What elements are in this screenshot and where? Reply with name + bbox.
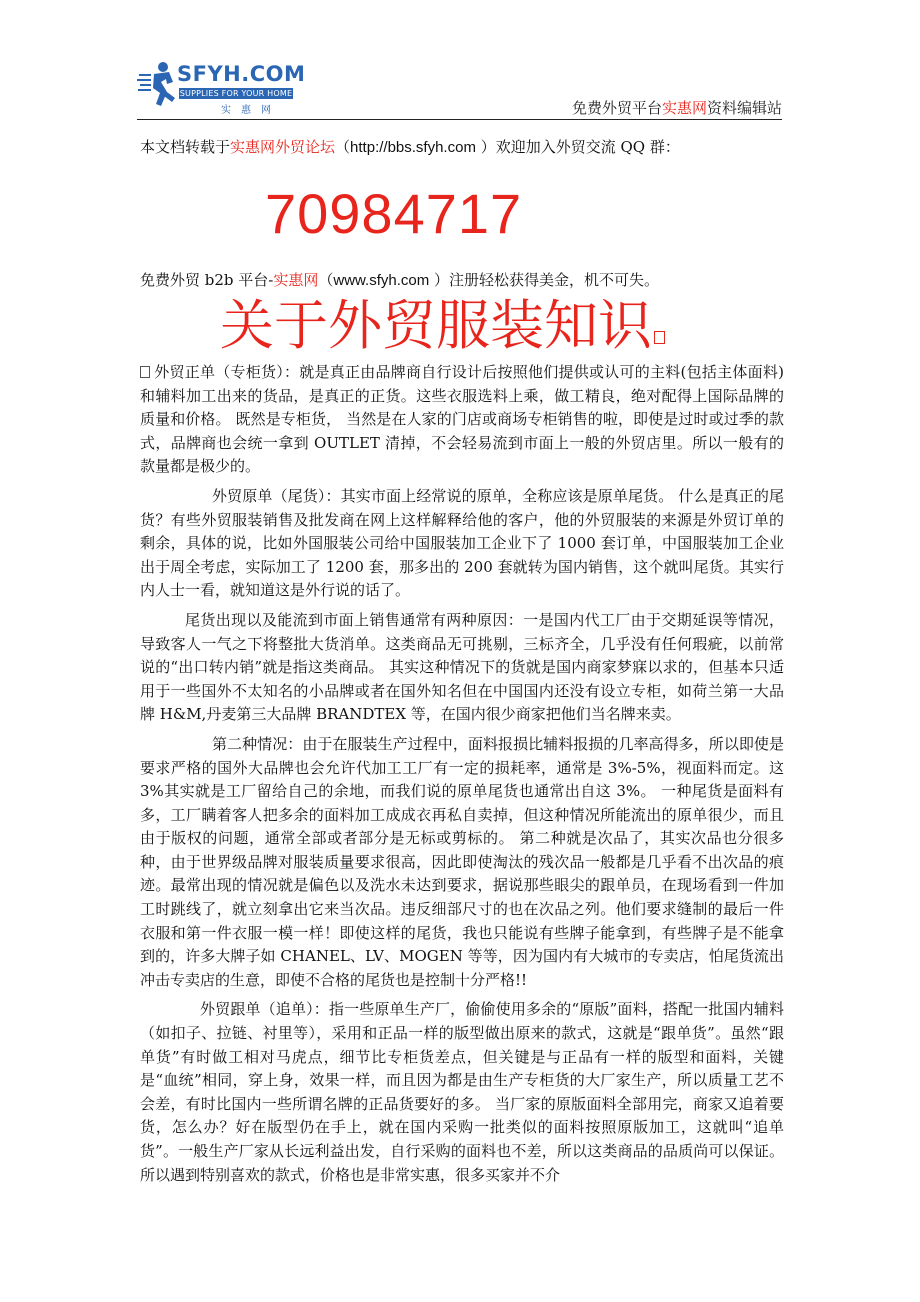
logo-tagline: SUPPLIES FOR YOUR HOME (179, 89, 293, 98)
logo-chinese: 实惠网 (221, 105, 281, 116)
intro-forum-pre: 本文档转载于 (140, 138, 231, 156)
intro-platform-pre: 免费外贸 b2b 平台- (140, 271, 274, 289)
logo-name: SFYH.COM (177, 62, 306, 86)
paragraph-yuandan: 外贸原单（尾货）：其实市面上经常说的原单，全称应该是原单尾货。 什么是真正的尾货？有些外贸服装销售及批发商在网上这样解释给他的客户，他的外贸服装的来源是外贸订单的剩余，具体的说，比如外国服装公司给中国服装加工企业下了 1000 套订单，中国服装加工企业出于周全考虑，实际加工了 1200 套，那多出的 200 套就转为国内销售，这个就叫尾货。其实行内人士一看，就知道这是外行说的话了。 (140, 486, 784, 600)
page-header (0, 0, 920, 125)
document-title (220, 290, 665, 362)
intro-forum-url[interactable]: http://bbs.sfyh.com (350, 139, 476, 156)
header-slogan-post: 资料编辑站 (706, 99, 782, 117)
header-slogan (572, 97, 782, 118)
header-slogan-site-link[interactable]: 实惠网 (661, 99, 707, 117)
intro-line-platform (140, 269, 659, 290)
intro-platform-link[interactable]: 实惠网 (273, 271, 319, 289)
paragraph-second-case: 第二种情况：由于在服装生产过程中，面料报损比辅料报损的几率高得多，所以即使是要求严格的国外大品牌也会允许代加工工厂有一定的损耗率，通常是 3%-5%，视面料而定。这 3%其实就是工厂留给自己的余地，而我们说的原单尾货也通常出自这 3%。 一种尾货是面料有多，工厂瞒着客人把多余的面料加工成成衣再私自卖掉，但这种情况所能流出的原单很少，而且由于版权的问题，通常全部或者部分是无标或剪标的。 第二种就是次品了，其实次品也分很多种，由于世界级品牌对服装质量要求很高，因此即使淘汰的残次品一般都是几乎看不出次品的痕迹。最常出现的情况就是偏色以及洗水未达到要求，据说那些眼尖的跟单员，在现场看到一件加工时跳线了，就立刻拿出它来当次品。违反细部尺寸的也在次品之列。他们要求缝制的最后一件衣服和第一件衣服一模一样！即使这样的尾货，我也只能说有些牌子能拿到，有些牌子是不能拿到的，许多大牌子如 CHANEL、LV、MOGEN 等等，因为国内有大城市的专卖店，怕尾货流出冲击专卖店的生意，即使不合格的尾货也是控制十分严格!! (140, 734, 784, 989)
intro-forum-link[interactable]: 实惠网外贸论坛 (230, 138, 336, 156)
intro-forum-open: （ (335, 138, 351, 156)
paragraph-text: 外贸正单（专柜货）：就是真正由品牌商自行设计后按照他们提供或认可的主料(包括主体面料)和辅料加工出来的货品，是真正的正货。这些衣服选料上乘，做工精良，绝对配得上国际品牌的质量和价格。 既然是专柜货， 当然是在人家的门店或商场专柜销售的啦，即使是过时或过季的款式，品牌商也会统一拿到 OUTLET 清掉，不会轻易流到市面上一般的外贸店里。所以一般有的款量都是极少的。 (140, 363, 784, 476)
intro-line-forum (140, 136, 680, 157)
qq-group-number: 70984717 (265, 182, 523, 245)
missing-glyph-box-icon (140, 366, 150, 378)
intro-platform-open: （ (318, 271, 334, 289)
document-title-text: 关于外贸服装知识 (220, 294, 652, 357)
site-logo[interactable] (137, 58, 306, 116)
intro-platform-post: ）注册轻松获得美金，机不可失。 (429, 271, 660, 289)
article-body (140, 361, 784, 1193)
intro-forum-post: ）欢迎加入外贸交流 QQ 群： (475, 138, 680, 156)
paragraph-weihuo-reasons: 尾货出现以及能流到市面上销售通常有两种原因：一是国内代工厂由于交期延误等情况，导致客人一气之下将整批大货消单。这类商品无可挑剔，三标齐全，几乎没有任何瑕疵，以前常说的“出口转内销”就是指这类商品。 其实这种情况下的货就是国内商家梦寐以求的，但基本只适用于一些国外不太知名的小品牌或者在国外知名但在中国国内还没有设立专柜，如荷兰第一大品牌 H&M,丹麦第三大品牌 BRANDTEX 等，在国内很少商家把他们当名牌来卖。 (140, 610, 784, 724)
paragraph-gendan: 外贸跟单（追单）：指一些原单生产厂，偷偷使用多余的“原版”面料，搭配一批国内辅料（如扣子、拉链、衬里等），采用和正品一样的版型做出原来的款式，这就是“跟单货”。虽然“跟单货”有时做工相对马虎点，细节比专柜货差点，但关键是与正品有一样的版型和面料，关键是“血统”相同，穿上身，效果一样，而且因为都是由生产专柜货的大厂家生产，所以质量工艺不会差，有时比国内一些所谓名牌的正品货要好的多。 当厂家的原版面料全部用完，商家又追着要货，怎么办？好在版型仍在手上，就在国内采购一批类似的面料按照原版加工，这就叫“追单货”。一般生产厂家从长远利益出发，自行采购的面料也不差，所以这类商品的品质尚可以保证。所以遇到特别喜欢的款式，价格也是非常实惠，很多买家并不介 (140, 1000, 784, 1184)
missing-glyph-box-icon (654, 331, 665, 344)
paragraph-zhengdan (140, 361, 784, 479)
intro-platform-url[interactable]: www.sfyh.com (333, 272, 430, 289)
running-figure-icon (137, 60, 181, 110)
header-slogan-pre: 免费外贸平台 (571, 99, 662, 117)
header-divider (137, 119, 782, 120)
